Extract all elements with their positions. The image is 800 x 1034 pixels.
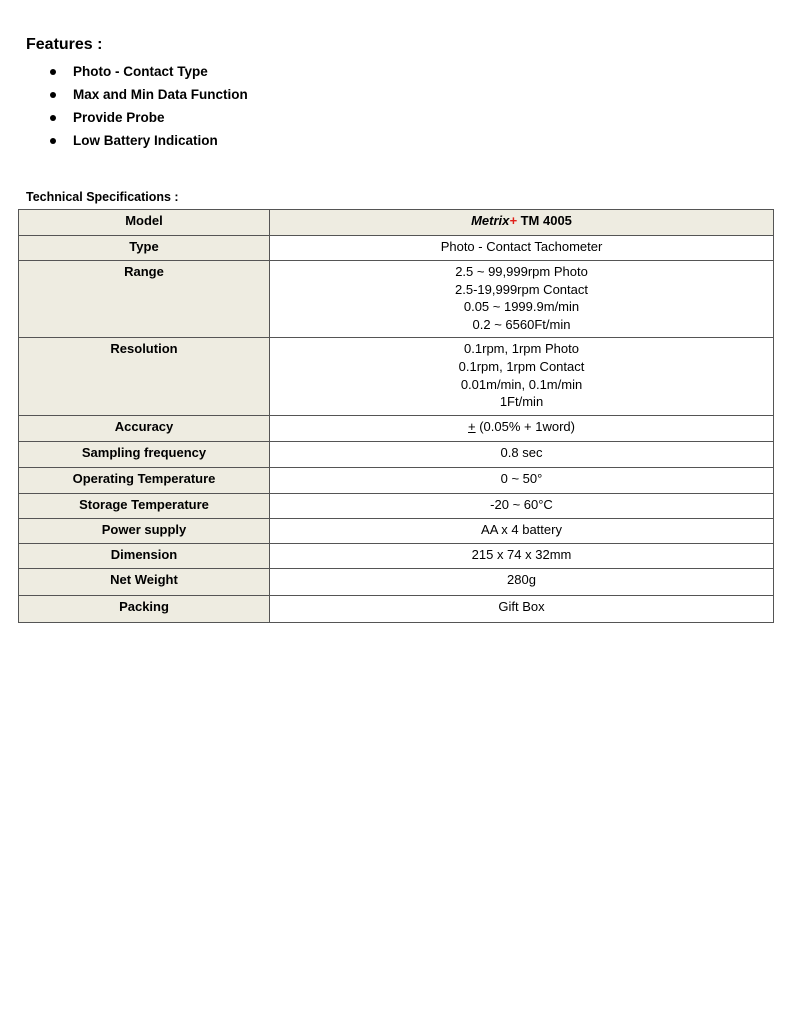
spec-label: Model [19, 210, 270, 236]
spec-value: Photo - Contact Tachometer [270, 236, 774, 261]
brand-plus: + [509, 213, 517, 228]
table-row [19, 543, 774, 568]
spec-value [270, 210, 774, 236]
table-row [19, 338, 774, 415]
spec-label: Power supply [19, 518, 270, 543]
table-row [19, 236, 774, 261]
spec-label: Storage Temperature [19, 493, 270, 518]
range-line: 0.05 ~ 1999.9m/min [463, 299, 580, 315]
table-row [19, 210, 774, 236]
features-list [50, 60, 248, 152]
feature-item-label: Provide Probe [73, 110, 165, 125]
resolution-line: 0.1rpm, 1rpm Contact [458, 358, 585, 374]
plus-minus-sign: + [468, 418, 476, 434]
spec-value [270, 338, 774, 415]
spec-value: 0 ~ 50° [270, 467, 774, 493]
spec-label: Packing [19, 595, 270, 622]
feature-item-label: Low Battery Indication [73, 133, 218, 148]
spec-value: 215 x 74 x 32mm [270, 543, 774, 568]
feature-item [50, 129, 248, 152]
table-row [19, 493, 774, 518]
table-row [19, 441, 774, 467]
feature-item-label: Photo - Contact Type [73, 64, 208, 79]
table-row [19, 467, 774, 493]
bullet-icon [50, 138, 56, 144]
resolution-line: 0.1rpm, 1rpm Photo [464, 341, 579, 357]
range-line: 0.2 ~ 6560Ft/min [472, 316, 571, 332]
bullet-icon [50, 92, 56, 98]
bullet-icon [50, 115, 56, 121]
specs-heading: Technical Specifications : [26, 190, 179, 204]
spec-value: 0.8 sec [270, 441, 774, 467]
spec-value [270, 415, 774, 441]
table-row [19, 518, 774, 543]
spec-value: 280g [270, 568, 774, 595]
spec-label: Net Weight [19, 568, 270, 595]
spec-value: -20 ~ 60°C [270, 493, 774, 518]
range-line: 2.5-19,999rpm Contact [455, 281, 588, 297]
model-number: TM 4005 [516, 213, 572, 228]
spec-label: Resolution [19, 338, 270, 415]
spec-label: Range [19, 261, 270, 338]
spec-label: Type [19, 236, 270, 261]
spec-value [270, 261, 774, 338]
table-row [19, 595, 774, 622]
accuracy-value: (0.05% + 1word) [475, 418, 575, 434]
features-heading: Features : [26, 36, 103, 53]
resolution-line: 0.01m/min, 0.1m/min [460, 376, 583, 392]
spec-label: Operating Temperature [19, 467, 270, 493]
table-row [19, 261, 774, 338]
brand-name: Metrix [471, 213, 510, 228]
bullet-icon [50, 69, 56, 75]
spec-label: Dimension [19, 543, 270, 568]
table-row [19, 415, 774, 441]
spec-value: AA x 4 battery [270, 518, 774, 543]
feature-item-label: Max and Min Data Function [73, 87, 248, 102]
spec-value: Gift Box [270, 595, 774, 622]
spec-label: Sampling frequency [19, 441, 270, 467]
feature-item [50, 60, 248, 83]
specs-table [18, 209, 774, 623]
spec-label: Accuracy [19, 415, 270, 441]
resolution-line: 1Ft/min [499, 394, 544, 410]
feature-item [50, 83, 248, 106]
table-row [19, 568, 774, 595]
feature-item [50, 106, 248, 129]
range-line: 2.5 ~ 99,999rpm Photo [455, 264, 588, 279]
